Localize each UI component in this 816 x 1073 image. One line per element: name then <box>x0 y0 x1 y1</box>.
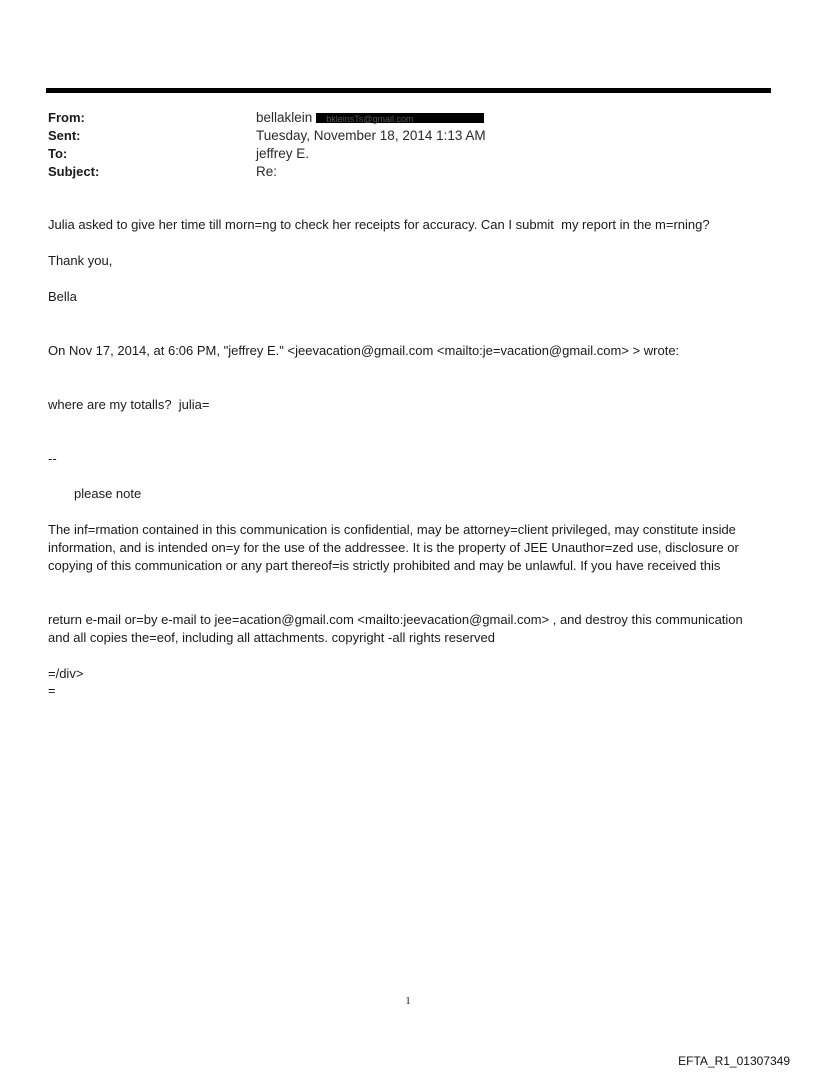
sent-value: Tuesday, November 18, 2014 1:13 AM <box>256 128 486 143</box>
from-name: bellaklein <box>256 110 313 125</box>
sent-label: Sent: <box>48 128 81 143</box>
from-value <box>256 109 484 127</box>
body-thanks: Thank you, <box>48 253 113 268</box>
top-rule <box>46 88 771 93</box>
from-row <box>48 109 768 127</box>
subject-value: Re: <box>256 164 278 179</box>
disclaimer-paragraph-1: The inf=rmation contained in this communication is confidential, may be attorney=client privileged, may constitute inside information, and is intended on=y for the use of the addressee. It is the property of JEE Unauthor=zed use, disclosure or copying of this communication or any part thereof=is strictly prohibited and may be unlawful. If you have received this <box>48 522 743 573</box>
quote-header: On Nov 17, 2014, at 6:06 PM, "jeffrey E." <jeevacation@gmail.com <mailto:je=vacation@gmail.com> > wrote: <box>48 343 680 358</box>
sent-row <box>48 127 768 145</box>
body-paragraph-1: Julia asked to give her time till morn=ng to check her receipts for accuracy. Can I submit my report in the m=rning? <box>48 217 710 232</box>
trailing-markup-2: = <box>48 683 56 698</box>
to-row <box>48 145 768 163</box>
redacted-email: bkleinsTs@gmail.com <box>326 114 414 124</box>
trailing-markup-1: =/div> <box>48 666 84 681</box>
email-header <box>48 109 768 181</box>
to-label: To: <box>48 146 68 161</box>
document-id: EFTA_R1_01307349 <box>678 1054 790 1068</box>
signature-separator: -- <box>48 451 57 466</box>
please-note: please note <box>74 486 142 501</box>
disclaimer-paragraph-2: return e-mail or=by e-mail to jee=acation@gmail.com <mailto:jeevacation@gmail.com> , and destroy this communication and all copies the=eof, including all attachments. copyright -all rights reserved <box>48 612 747 645</box>
page-number: 1 <box>405 995 411 1007</box>
subject-label: Subject: <box>48 164 100 179</box>
quote-body: where are my totalls? julia= <box>48 397 210 412</box>
redaction-bar <box>316 113 484 123</box>
body-signoff: Bella <box>48 289 77 304</box>
subject-row <box>48 163 768 181</box>
to-value: jeffrey E. <box>256 146 310 161</box>
from-label: From: <box>48 110 85 125</box>
